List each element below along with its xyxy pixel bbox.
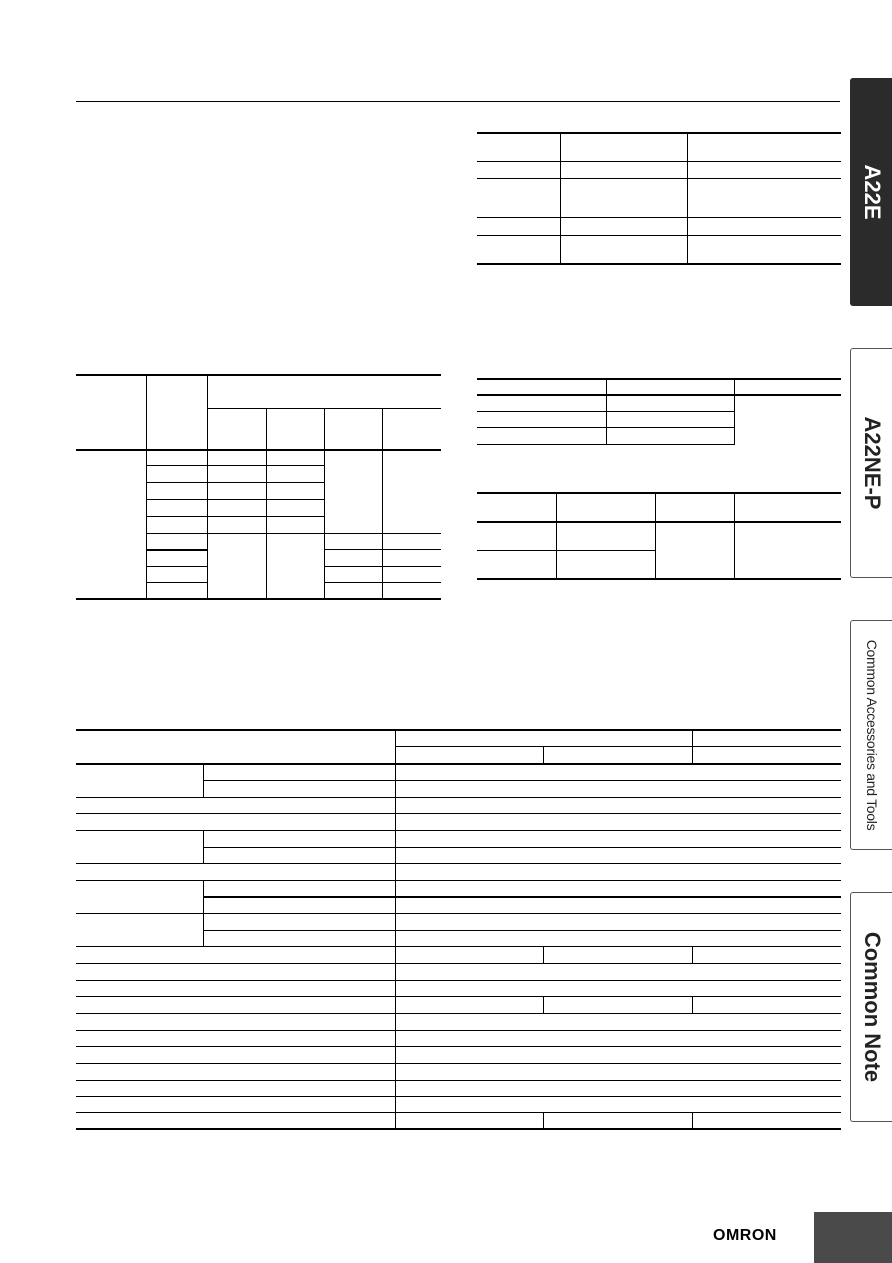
omron-logo: OMRON — [713, 1227, 777, 1244]
tab-common-accessories-label: Common Accessories and Tools — [863, 639, 880, 831]
tab-common-note-label: Common Note — [859, 931, 885, 1083]
page-number-box — [814, 1212, 892, 1263]
tab-a22e-label: A22E — [859, 164, 885, 220]
tab-a22ne-p[interactable] — [850, 348, 892, 578]
tab-common-note[interactable] — [850, 892, 892, 1122]
tab-common-accessories[interactable] — [850, 620, 892, 850]
header-rule — [76, 101, 840, 102]
tab-a22e[interactable] — [850, 78, 892, 306]
tab-a22ne-p-label: A22NE-P — [859, 416, 885, 510]
